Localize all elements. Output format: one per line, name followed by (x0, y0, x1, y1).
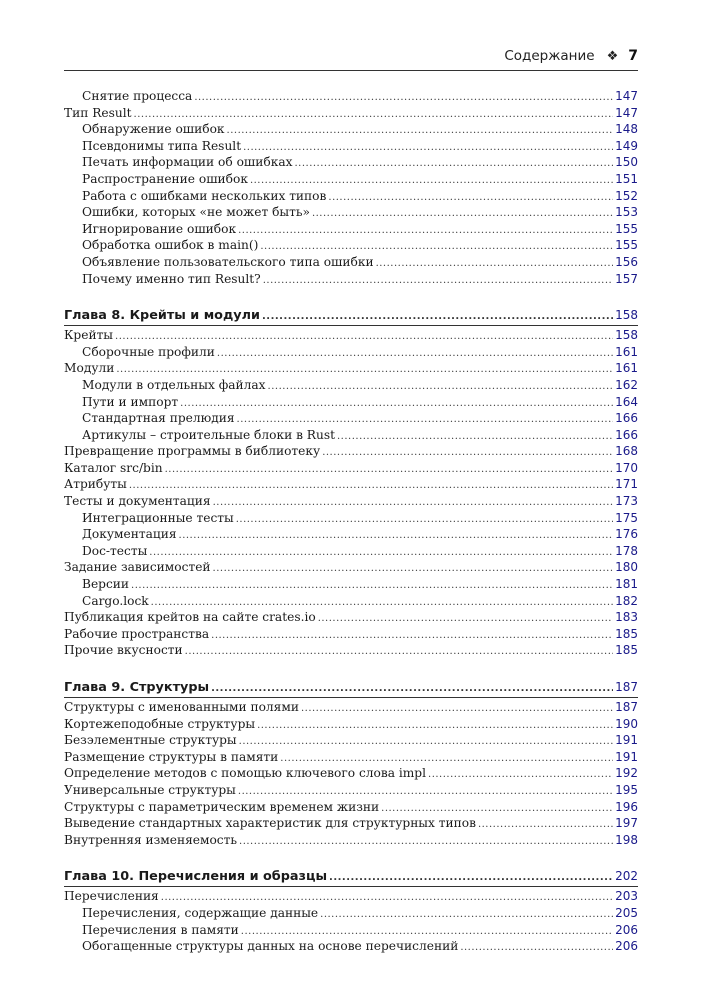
toc-entry-page: 181 (615, 577, 638, 592)
dot-leader (131, 578, 613, 595)
toc-entry[interactable] (64, 476, 638, 493)
toc-entry[interactable] (64, 732, 638, 749)
toc-entry-label: Атрибуты (64, 477, 127, 492)
toc-entry-page: 196 (615, 799, 638, 814)
toc-entry[interactable] (64, 905, 638, 922)
toc-entry-label: Интеграционные тесты (82, 510, 234, 525)
toc-entry-page: 153 (615, 205, 638, 220)
toc-entry-label: Структуры с параметрическим временем жизни (64, 799, 380, 814)
dot-leader (213, 495, 614, 512)
toc-entry-page: 155 (615, 238, 638, 253)
toc-entry-label: Тип Result (64, 105, 132, 120)
dot-leader (376, 256, 614, 273)
toc-entry-label: Стандартная прелюдия (82, 411, 235, 426)
toc-entry[interactable] (64, 593, 638, 610)
toc-entry[interactable] (64, 609, 638, 626)
dot-leader (227, 123, 614, 140)
toc-entry-label: Версии (82, 577, 130, 592)
toc-entry[interactable] (64, 88, 638, 105)
toc-entry-label: Прочие вкусности (64, 643, 183, 658)
toc-entry-page: 185 (615, 643, 638, 658)
dot-leader (180, 396, 613, 413)
toc-entry-page: 185 (615, 626, 638, 641)
dot-leader (301, 701, 613, 718)
toc-entry-label: Cargo.lock (82, 593, 149, 608)
toc-entry-label: Перечисления, содержащие данные (82, 905, 319, 920)
toc-entry-label: Перечисления в памяти (82, 922, 239, 937)
toc-entry-label: Обогащенные структуры данных на основе перечислений (82, 939, 459, 954)
toc-entry-page: 195 (615, 782, 638, 797)
toc-entry[interactable] (64, 782, 638, 799)
toc-entry-page: 152 (615, 188, 638, 203)
toc-entry[interactable] (64, 138, 638, 155)
toc-entry-page: 158 (615, 308, 638, 323)
toc-entry[interactable] (64, 922, 638, 939)
dot-leader (318, 611, 613, 628)
dot-leader (294, 156, 613, 173)
chapter-spacer (64, 659, 638, 677)
toc-entry-label: Ошибки, которых «не может быть» (82, 205, 310, 220)
toc-entry-page: 150 (615, 155, 638, 170)
toc-entry[interactable] (64, 410, 638, 427)
toc-entry-label: Структуры с именованными полями (64, 700, 299, 714)
toc-entry-label: Кортежеподобные структуры (64, 716, 256, 731)
toc-entry-label: Обработка ошибок в main() (82, 238, 259, 253)
toc-entry-page: 157 (615, 271, 638, 286)
toc-entry-label: Работа с ошибками нескольких типов (82, 188, 327, 203)
toc-entry-page: 206 (615, 939, 638, 954)
toc-entry[interactable] (64, 765, 638, 782)
toc-entry-label: Обнаружение ошибок (82, 122, 225, 137)
toc-entry-label: Тесты и документация (64, 494, 211, 509)
toc-entry[interactable] (64, 344, 638, 361)
toc-entry-label: Универсальные структуры (64, 782, 236, 797)
toc-entry-label: Крейты (64, 328, 114, 343)
toc-entry-label: Документация (82, 527, 177, 542)
dot-leader (239, 734, 613, 751)
toc-entry[interactable] (64, 154, 638, 171)
dot-leader (312, 206, 613, 223)
toc-entry-label: Перечисления (64, 889, 159, 904)
toc-entry[interactable] (64, 271, 638, 288)
toc-chapter-entry[interactable] (64, 866, 638, 887)
toc-entry[interactable] (64, 938, 638, 955)
toc-entry[interactable] (64, 699, 638, 716)
toc-entry-label: Публикация крейтов на сайте crates.io (64, 610, 316, 625)
toc-entry-label: Определение методов с помощью ключевого слова impl (64, 766, 427, 781)
toc-entry[interactable] (64, 642, 638, 659)
toc-chapter-entry[interactable] (64, 677, 638, 698)
toc-entry-page: 170 (615, 460, 638, 475)
toc-entry-page: 149 (615, 138, 638, 153)
toc-entry-label: Глава 8. Крейты и модули (64, 308, 260, 324)
dot-leader (213, 561, 614, 578)
toc-entry-label: Модули (64, 361, 115, 376)
toc-chapter-entry[interactable] (64, 305, 638, 326)
ornament-icon: ❖ (606, 49, 619, 64)
toc-entry-page: 182 (615, 593, 638, 608)
toc-entry-label: Артикулы – строительные блоки в Rust (82, 427, 335, 442)
toc-entry[interactable] (64, 105, 638, 122)
toc-entry[interactable] (64, 815, 638, 832)
toc-entry[interactable] (64, 888, 638, 905)
toc-entry-page: 202 (615, 869, 638, 884)
dot-leader (179, 528, 614, 545)
toc-entry-page: 205 (615, 905, 638, 920)
toc-entry[interactable] (64, 526, 638, 543)
dot-leader (460, 940, 613, 957)
dot-leader (263, 273, 613, 290)
toc-entry[interactable] (64, 121, 638, 138)
dot-leader (239, 834, 613, 851)
toc-entry-page: 164 (615, 394, 638, 409)
page-number: 7 (628, 48, 638, 64)
dot-leader (211, 679, 613, 699)
dot-leader (337, 429, 613, 446)
toc-entry-label: Сборочные профили (82, 344, 215, 359)
toc-entry-page: 168 (615, 444, 638, 459)
toc-entry[interactable] (64, 377, 638, 394)
toc-entry[interactable] (64, 221, 638, 238)
header-rule (64, 70, 638, 71)
toc-entry-page: 197 (615, 816, 638, 831)
toc-entry-page: 161 (615, 361, 638, 376)
toc-entry-page: 155 (615, 221, 638, 236)
toc-entry-label: Размещение структуры в памяти (64, 749, 279, 764)
toc-entry-label: Распространение ошибок (82, 171, 248, 186)
toc-entry[interactable] (64, 237, 638, 254)
toc-entry-page: 191 (615, 749, 638, 764)
toc-entry-label: Глава 9. Структуры (64, 680, 210, 695)
toc-entry-page: 166 (615, 427, 638, 442)
dot-leader (328, 190, 613, 207)
toc-entry-page: 158 (615, 328, 638, 343)
toc-entry-page: 180 (615, 560, 638, 575)
toc-entry-page: 166 (615, 411, 638, 426)
toc-entry-page: 190 (615, 716, 638, 731)
toc-entry[interactable] (64, 171, 638, 188)
toc-entry-label: Doc-тесты (82, 543, 148, 558)
toc-entry[interactable] (64, 799, 638, 816)
dot-leader (243, 140, 613, 157)
dot-leader (238, 223, 613, 240)
toc-entry[interactable] (64, 460, 638, 477)
toc-entry-page: 187 (615, 700, 638, 714)
dot-leader (257, 718, 613, 735)
toc-entry-page: 203 (615, 889, 638, 904)
dot-leader (165, 462, 613, 479)
toc-entry-page: 187 (615, 680, 638, 694)
toc-entry-label: Почему именно тип Result? (82, 271, 261, 286)
toc-entry-label: Глава 10. Перечисления и образцы (64, 869, 328, 885)
toc-entry-label: Снятие процесса (82, 89, 193, 103)
table-of-contents (64, 88, 638, 955)
toc-entry-label: Псевдонимы типа Result (82, 138, 242, 153)
toc-entry[interactable] (64, 543, 638, 560)
toc-entry-page: 206 (615, 922, 638, 937)
toc-entry-page: 178 (615, 543, 638, 558)
dot-leader (320, 907, 613, 924)
toc-entry-page: 156 (615, 254, 638, 269)
toc-entry-page: 162 (615, 377, 638, 392)
dot-leader (322, 445, 613, 462)
toc-entry[interactable] (64, 832, 638, 849)
toc-entry[interactable] (64, 360, 638, 377)
toc-entry[interactable] (64, 626, 638, 643)
toc-entry-page: 171 (615, 477, 638, 492)
running-header-title: Содержание (504, 48, 595, 64)
toc-entry-page: 176 (615, 527, 638, 542)
toc-entry-page: 198 (615, 832, 638, 847)
toc-entry-label: Пути и импорт (82, 394, 179, 409)
toc-entry-page: 183 (615, 610, 638, 625)
toc-entry-page: 151 (615, 171, 638, 186)
toc-entry[interactable] (64, 749, 638, 766)
toc-entry-label: Игнорирование ошибок (82, 221, 237, 236)
toc-entry-label: Задание зависимостей (64, 560, 211, 575)
toc-entry[interactable] (64, 427, 638, 444)
dot-leader (268, 379, 614, 396)
toc-entry-page: 161 (615, 344, 638, 359)
toc-entry-page: 175 (615, 510, 638, 525)
running-header (64, 48, 638, 68)
toc-entry[interactable] (64, 559, 638, 576)
toc-entry[interactable] (64, 254, 638, 271)
toc-entry-label: Превращение программы в библиотеку (64, 444, 321, 459)
toc-entry-page: 147 (615, 105, 638, 120)
dot-leader (211, 628, 613, 645)
dot-leader (236, 512, 613, 529)
dot-leader (428, 767, 613, 784)
toc-entry-label: Безэлементные структуры (64, 733, 237, 748)
dot-leader (478, 817, 613, 834)
toc-entry[interactable] (64, 716, 638, 733)
toc-entry[interactable] (64, 327, 638, 344)
dot-leader (185, 644, 613, 661)
toc-entry[interactable] (64, 493, 638, 510)
dot-leader (149, 545, 613, 562)
toc-entry-page: 147 (615, 89, 638, 103)
dot-leader (217, 346, 613, 363)
toc-entry-page: 192 (615, 766, 638, 781)
toc-entry-page: 191 (615, 733, 638, 748)
chapter-spacer (64, 848, 638, 866)
toc-entry[interactable] (64, 188, 638, 205)
toc-entry-label: Объявление пользовательского типа ошибки (82, 254, 374, 269)
toc-entry[interactable] (64, 394, 638, 411)
toc-entry[interactable] (64, 443, 638, 460)
toc-entry-label: Модули в отдельных файлах (82, 377, 266, 392)
toc-entry[interactable] (64, 576, 638, 593)
toc-entry-label: Рабочие пространства (64, 626, 210, 641)
toc-entry-page: 148 (615, 122, 638, 137)
toc-entry-label: Выведение стандартных характеристик для структурных типов (64, 816, 476, 831)
toc-entry-label: Внутренняя изменяемость (64, 832, 238, 847)
toc-entry[interactable] (64, 510, 638, 527)
toc-entry[interactable] (64, 204, 638, 221)
toc-entry-page: 173 (615, 494, 638, 509)
dot-leader (194, 90, 613, 107)
dot-leader (329, 868, 613, 888)
toc-entry-label: Печать информации об ошибках (82, 155, 293, 170)
chapter-spacer (64, 287, 638, 305)
toc-entry-label: Каталог src/bin (64, 460, 163, 475)
dot-leader (262, 307, 613, 327)
